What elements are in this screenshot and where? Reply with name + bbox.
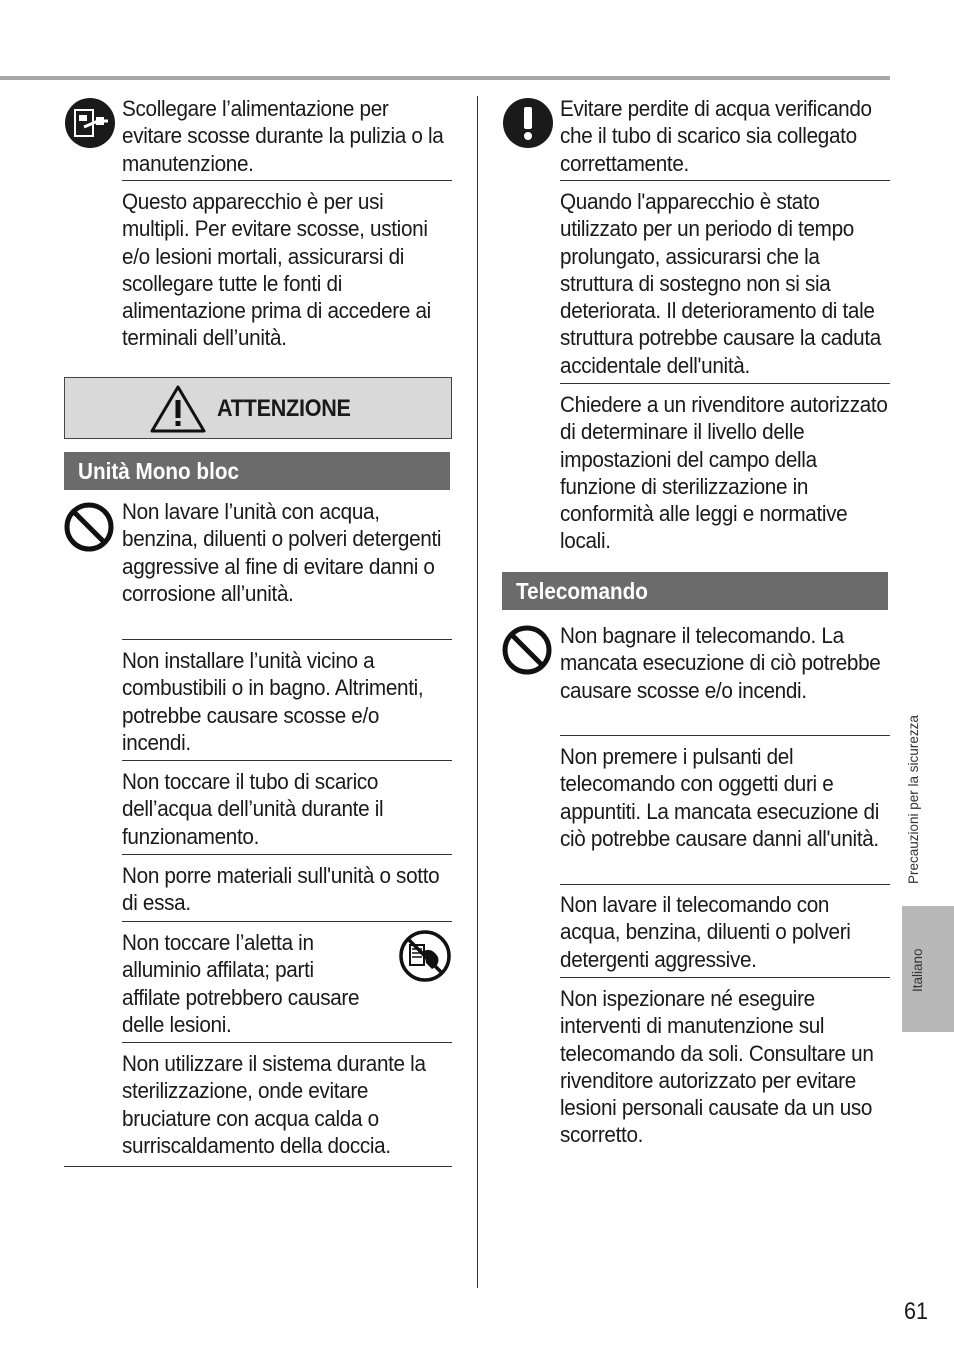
section-title-mono-bloc: Unità Mono bloc xyxy=(64,452,450,490)
separator xyxy=(560,977,890,978)
unplug-icon xyxy=(64,97,116,149)
column-divider xyxy=(477,96,478,1288)
do-not-touch-icon xyxy=(398,929,452,983)
separator xyxy=(122,180,452,181)
prohibited-icon xyxy=(64,502,114,552)
warning-triangle-icon xyxy=(149,384,207,434)
warning-item-support-structure: Quando l'apparecchio è stato utilizzato per un periodo di tempo prolungato, assicurarsi che la struttura di sostegno non si sia deteriorata. Il deterioramento di tale struttura potrebbe causare la caduta accidentale dell'unità. xyxy=(560,189,881,378)
separator xyxy=(122,921,452,922)
separator xyxy=(64,1166,452,1167)
caution-item-no-wash: Non lavare l’unità con acqua, benzina, diluenti o polveri detergenti aggressive al fine di evitare danni o corrosione all’unità. xyxy=(122,499,442,606)
separator xyxy=(122,854,452,855)
caution-item-aluminium-fin: Non toccare l’aletta in alluminio affilata; parti affilate potrebbero causare delle lesioni. xyxy=(122,930,360,1037)
warning-item-unplug: Scollegare l’alimentazione per evitare scosse durante la pulizia o la manutenzione. xyxy=(122,96,444,176)
mandatory-exclamation-icon xyxy=(502,97,554,149)
warning-item-water-leak: Evitare perdite di acqua verificando che il tubo di scarico sia collegato correttamente. xyxy=(560,96,872,176)
caution-item-sterilization: Non utilizzare il sistema durante la sterilizzazione, onde evitare bruciature con acqua calda o surriscaldamento della doccia. xyxy=(122,1051,426,1158)
side-label-safety: Precauzioni per la sicurezza xyxy=(906,715,921,884)
language-tab-label: Italiano xyxy=(910,948,925,992)
prohibited-icon xyxy=(502,625,552,675)
caution-item-drain-pipe: Non toccare il tubo di scarico dell’acqua dell’unità durante il funzionamento. xyxy=(122,769,384,849)
separator xyxy=(122,760,452,761)
separator xyxy=(560,383,890,384)
separator xyxy=(122,639,452,640)
warning-item-terminals: Questo apparecchio è per usi multipli. Per evitare scosse, ustioni e/o lesioni mortali, assicurarsi di scollegare tutte le fonti di alimentazione prima di accedere ai terminali dell’unità. xyxy=(122,189,431,351)
caution-item-remote-wash: Non lavare il telecomando con acqua, benzina, diluenti o polveri detergenti aggressive. xyxy=(560,892,851,972)
separator xyxy=(560,884,890,885)
separator xyxy=(560,735,890,736)
caution-label: ATTENZIONE xyxy=(217,395,351,422)
caution-item-remote-buttons: Non premere i pulsanti del telecomando con oggetti duri e appuntiti. La mancata esecuzione di ciò potrebbe causare danni all'unità. xyxy=(560,744,880,851)
page-number: 61 xyxy=(904,1298,929,1325)
separator xyxy=(560,180,890,181)
separator xyxy=(122,1042,452,1043)
caution-item-remote-wet: Non bagnare il telecomando. La mancata esecuzione di ciò potrebbe causare scosse e/o incendi. xyxy=(560,623,881,703)
section-title-telecomando: Telecomando xyxy=(502,572,888,610)
caution-header xyxy=(64,377,452,439)
caution-item-no-materials: Non porre materiali sull'unità o sotto di essa. xyxy=(122,863,440,916)
top-rule xyxy=(0,76,890,80)
warning-item-sterilization-settings: Chiedere a un rivenditore autorizzato di determinare il livello delle impostazioni del campo della funzione di sterilizzazione in conformità alle leggi e normative locali. xyxy=(560,392,888,554)
caution-item-remote-maintenance: Non ispezionare né eseguire interventi di manutenzione sul telecomando da soli. Consultare un rivenditore autorizzato per evitare lesioni personali causate da un uso scorretto. xyxy=(560,986,874,1148)
caution-item-no-install-bath: Non installare l’unità vicino a combustibili o in bagno. Altrimenti, potrebbe causare scosse e/o incendi. xyxy=(122,648,424,755)
